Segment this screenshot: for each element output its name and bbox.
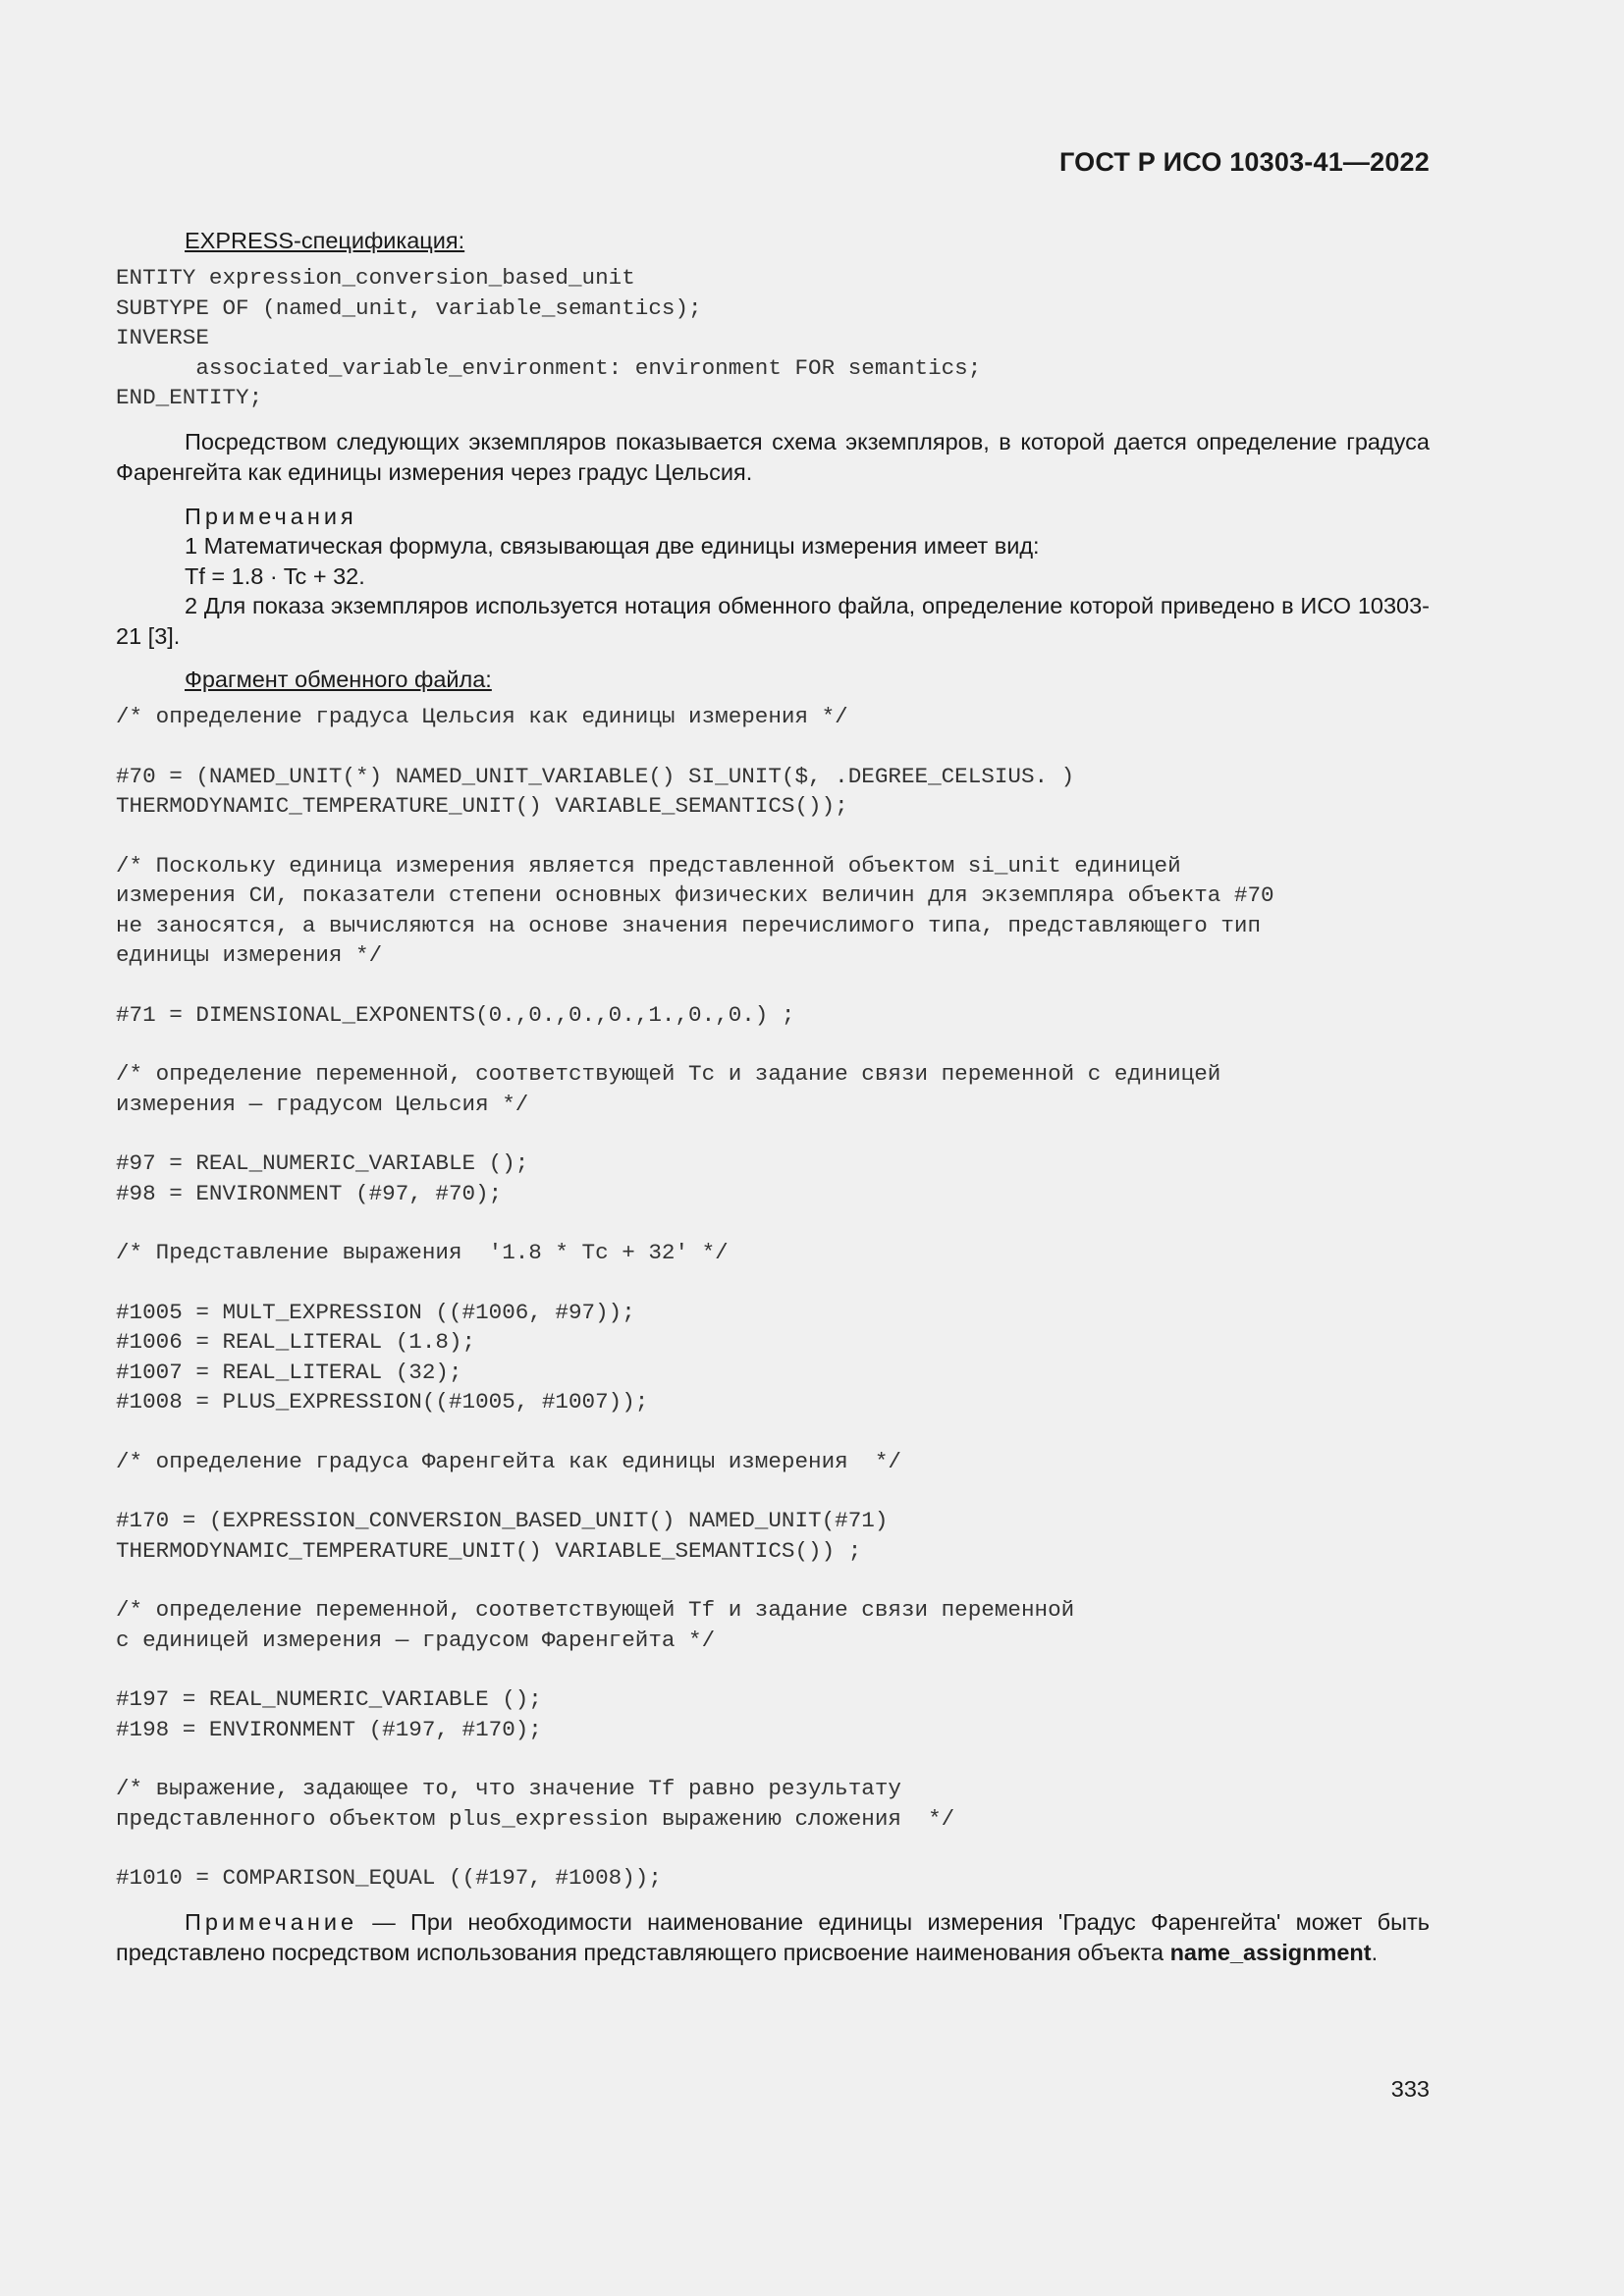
code-line: #97 = REAL_NUMERIC_VARIABLE (); — [116, 1150, 529, 1176]
code-line: #170 = (EXPRESSION_CONVERSION_BASED_UNIT() NAMED_UNIT(#71) — [116, 1508, 889, 1533]
exchange-file-fragment — [116, 702, 1430, 1894]
document-page — [116, 0, 1430, 2296]
code-line: не заносятся, а вычисляются на основе значения перечислимого типа, представляющего тип — [116, 912, 1262, 938]
code-line: измерения СИ, показатели степени основных физических величин для экземпляра объекта #70 — [116, 882, 1274, 908]
code-line: единицы измерения */ — [116, 942, 383, 968]
intro-paragraph: Посредством следующих экземпляров показывается схема экземпляров, в которой дается определение градуса Фаренгейта как единицы измерения через градус Цельсия. — [116, 428, 1430, 485]
code-block — [116, 1684, 1430, 1744]
code-block — [116, 1148, 1430, 1208]
code-line: #1010 = COMPARISON_EQUAL ((#197, #1008)); — [116, 1865, 662, 1891]
note-formula: Tf = 1.8 · Tc + 32. — [185, 562, 365, 589]
code-block — [116, 1059, 1430, 1119]
code-block — [116, 1447, 1430, 1477]
code-block — [116, 1238, 1430, 1268]
code-line: SUBTYPE OF (named_unit, variable_semantics); — [116, 294, 702, 321]
final-note — [116, 1907, 1430, 1968]
code-block — [116, 1506, 1430, 1566]
code-line: /* Поскольку единица измерения является представленной объектом si_unit единицей — [116, 852, 1181, 879]
code-line: ENTITY expression_conversion_based_unit — [116, 265, 635, 291]
code-line: THERMODYNAMIC_TEMPERATURE_UNIT() VARIABLE_SEMANTICS()) ; — [116, 1537, 862, 1564]
code-line: #71 = DIMENSIONAL_EXPONENTS(0.,0.,0.,0.,1.,0.,0.) ; — [116, 1001, 795, 1028]
exchange-file-heading: Фрагмент обменного файла: — [185, 667, 492, 692]
code-line: associated_variable_environment: environment FOR semantics; — [116, 354, 982, 381]
note-line-1: 1 Математическая формула, связывающая две единицы измерения имеет вид: — [185, 533, 1040, 559]
code-line: представленного объектом plus_expression выражению сложения */ — [116, 1805, 955, 1832]
notes-title: Примечания — [185, 503, 357, 529]
code-line: /* определение переменной, соответствующей Tf и задание связи переменной — [116, 1597, 1075, 1623]
note-line-2: 2 Для показа экземпляров используется нотация обменного файла, определение которой приведено в ИСО 10303-21 [3]. — [116, 593, 1430, 649]
code-line: /* определение градуса Фаренгейта как единицы измерения */ — [116, 1448, 901, 1474]
code-line: THERMODYNAMIC_TEMPERATURE_UNIT() VARIABLE_SEMANTICS()); — [116, 793, 848, 819]
code-line: END_ENTITY; — [116, 385, 263, 410]
code-line: #1005 = MULT_EXPRESSION ((#1006, #97)); — [116, 1299, 635, 1325]
code-line: #1008 = PLUS_EXPRESSION((#1005, #1007)); — [116, 1389, 649, 1415]
notes-block — [116, 502, 1430, 652]
code-line: #1006 = REAL_LITERAL (1.8); — [116, 1329, 476, 1355]
code-line: с единицей измерения — градусом Фаренгейта */ — [116, 1627, 716, 1653]
code-line: INVERSE — [116, 325, 209, 350]
code-block — [116, 851, 1430, 971]
page-number: 333 — [1390, 2076, 1430, 2102]
code-line: /* определение переменной, соответствующей Tc и задание связи переменной с единицей — [116, 1061, 1221, 1087]
final-note-end: . — [1371, 1939, 1379, 1965]
code-block — [116, 1863, 1430, 1894]
code-line: /* Представление выражения '1.8 * Tc + 32' */ — [116, 1240, 729, 1265]
code-block — [116, 1774, 1430, 1834]
code-line: измерения — градусом Цельсия */ — [116, 1091, 529, 1117]
code-block — [116, 1000, 1430, 1031]
page-content — [116, 226, 1430, 1982]
code-line: /* определение градуса Цельсия как единицы измерения */ — [116, 704, 848, 729]
final-note-label: Примечание — [185, 1908, 358, 1935]
code-line: #198 = ENVIRONMENT (#197, #170); — [116, 1716, 542, 1742]
final-note-term: name_assignment — [1169, 1939, 1372, 1965]
code-block — [116, 1595, 1430, 1655]
code-line: #197 = REAL_NUMERIC_VARIABLE (); — [116, 1686, 542, 1712]
express-spec-code — [116, 263, 1430, 413]
code-line: #70 = (NAMED_UNIT(*) NAMED_UNIT_VARIABLE() SI_UNIT($, .DEGREE_CELSIUS. ) — [116, 763, 1075, 789]
code-line: #98 = ENVIRONMENT (#97, #70); — [116, 1180, 503, 1206]
code-block — [116, 762, 1430, 822]
code-line: #1007 = REAL_LITERAL (32); — [116, 1359, 462, 1385]
express-spec-heading: EXPRESS-спецификация: — [185, 228, 465, 253]
final-note-text: — При необходимости наименование единицы измерения 'Градус Фаренгейта' может быть представлено посредством использования представляющего присвоение наименования объекта — [116, 1908, 1430, 1965]
code-block — [116, 1298, 1430, 1417]
standard-header: ГОСТ Р ИСО 10303-41—2022 — [1059, 147, 1430, 177]
code-line: /* выражение, задающее то, что значение Tf равно результату — [116, 1776, 901, 1801]
code-block — [116, 702, 1430, 732]
